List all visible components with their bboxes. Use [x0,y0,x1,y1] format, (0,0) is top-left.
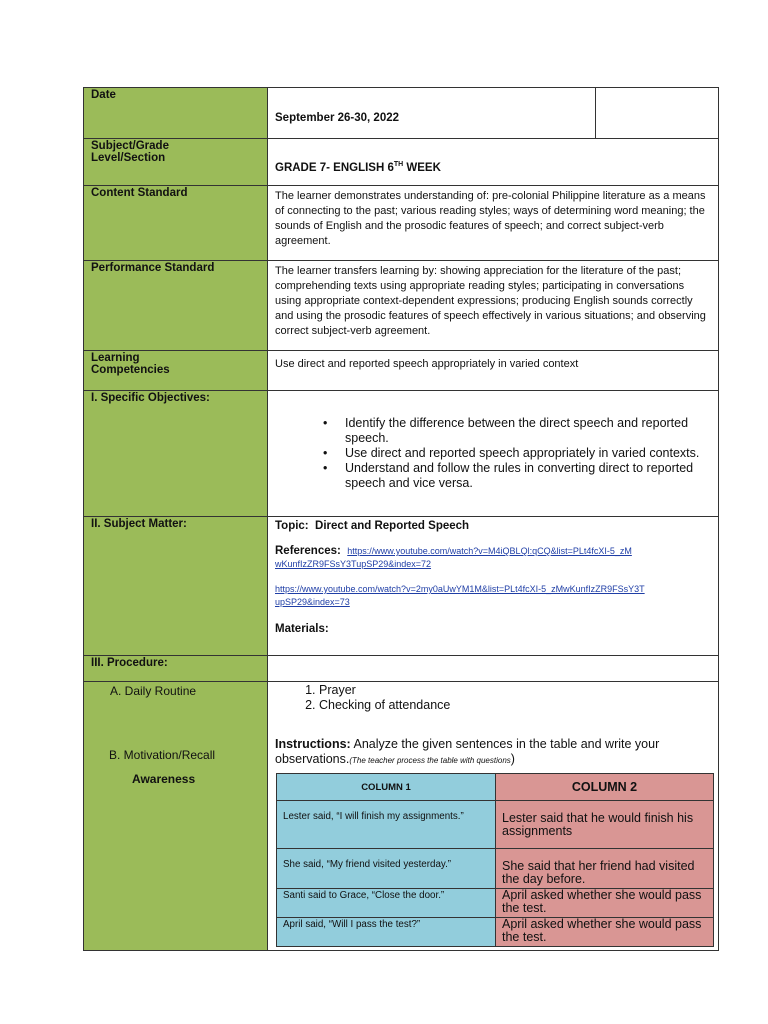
competencies-text: Use direct and reported speech appropriately in varied context [268,351,719,391]
table-row [277,849,714,889]
subject-row [84,139,719,186]
grade-title: GRADE 7- ENGLISH 6TH WEEK [275,161,441,174]
direct-speech-cell: Santi said to Grace, “Close the door.” [277,889,496,918]
direct-speech-cell: April said, “Will I pass the test?” [277,918,496,947]
performance-standard-row [84,261,719,351]
objectives-label: I. Specific Objectives: [84,391,268,517]
column-2-header: COLUMN 2 [496,774,714,801]
references-block [275,545,635,571]
date-cell [268,88,596,139]
activity-cell [268,682,719,951]
subject-matter-cell [268,517,719,656]
procedure-row [84,656,719,682]
procedure-label: III. Procedure: [84,656,268,682]
reported-speech-cell: Lester said that he would finish his assignments [496,801,714,849]
reported-speech-cell: She said that her friend had visited the day before. [496,849,714,889]
subject-matter-row [84,517,719,656]
reported-speech-cell: April asked whether she would pass the test. [496,889,714,918]
references-label: References: [275,545,341,557]
subject-label: Subject/Grade Level/Section [84,139,268,186]
activity-row [84,682,719,951]
routine-list [275,683,711,713]
objective-item: • Understand and follow the rules in converting direct to reported speech and vice versa. [345,461,711,491]
awareness-label: Awareness [132,772,196,786]
subject-matter-label: II. Subject Matter: [84,517,268,656]
content-standard-row [84,186,719,261]
date-row [84,88,719,139]
table-row [277,918,714,947]
direct-speech-cell: Lester said, “I will finish my assignments.” [277,801,496,849]
table-row [277,801,714,849]
objectives-list [275,416,711,491]
objectives-row [84,391,719,517]
date-label: Date [84,88,268,139]
daily-routine-label: A. Daily Routine [110,684,197,698]
competencies-row [84,351,719,391]
objective-item: • Use direct and reported speech appropriately in varied contexts. [345,446,711,461]
performance-standard-label: Performance Standard [84,261,268,351]
lesson-plan [83,87,705,951]
column-1-header: COLUMN 1 [277,774,496,801]
performance-standard-text: The learner transfers learning by: showing appreciation for the literature of the past; comprehending texts using appropriate reading styles; participating in conversations using appropriate context-dependent expressions; producing English sounds correctly and using the prosodic features of speech effectively in various situations; and observing correct subject-verb agreement. [268,261,719,351]
objectives-cell [268,391,719,517]
procedure-blank [268,656,719,682]
reference-link-2[interactable]: https://www.youtube.com/watch?v=2my0aUwYM1M&list=PLt4fcXI-5_zMwKunfIzZR9FSsY3TupSP29&index=73 [275,584,645,607]
reference-link-1[interactable]: https://www.youtube.com/watch?v=M4iQBLQl:qCQ&list=PLt4fcXI-5_zMwKunfIzZR9FSsY3TupSP29&index=72 [275,546,632,569]
references-block-2 [275,583,645,609]
topic-line: Topic: Direct and Reported Speech [275,520,470,532]
lesson-plan-table [83,87,719,951]
routine-item: 2. Checking of attendance [319,698,711,713]
reported-speech-cell: April asked whether she would pass the test. [496,918,714,947]
instructions: Instructions: Analyze the given sentences in the table and write your observations.(The teacher process the table with questions) [275,737,660,766]
grade-cell [268,139,719,186]
speech-table [276,773,714,947]
date-blank-cell [596,88,719,139]
date-value: September 26-30, 2022 [275,112,400,124]
content-standard-text: The learner demonstrates understanding of: pre-colonial Philippine literature as a means of connecting to the past; various reading styles; ways of determining word meaning; the sounds of English and the prosodic features of speech; and correct subject-verb agreement. [268,186,719,261]
materials-label: Materials: [275,623,329,635]
motivation-label: B. Motivation/Recall [109,748,216,762]
instructions-label: Instructions: [275,737,351,751]
routine-item: 1. Prayer [319,683,711,698]
objective-item: • Identify the difference between the direct speech and reported speech. [345,416,711,446]
content-standard-label: Content Standard [84,186,268,261]
activity-labels [84,682,268,951]
competencies-label: Learning Competencies [84,351,268,391]
direct-speech-cell: She said, “My friend visited yesterday.” [277,849,496,889]
table-row [277,889,714,918]
